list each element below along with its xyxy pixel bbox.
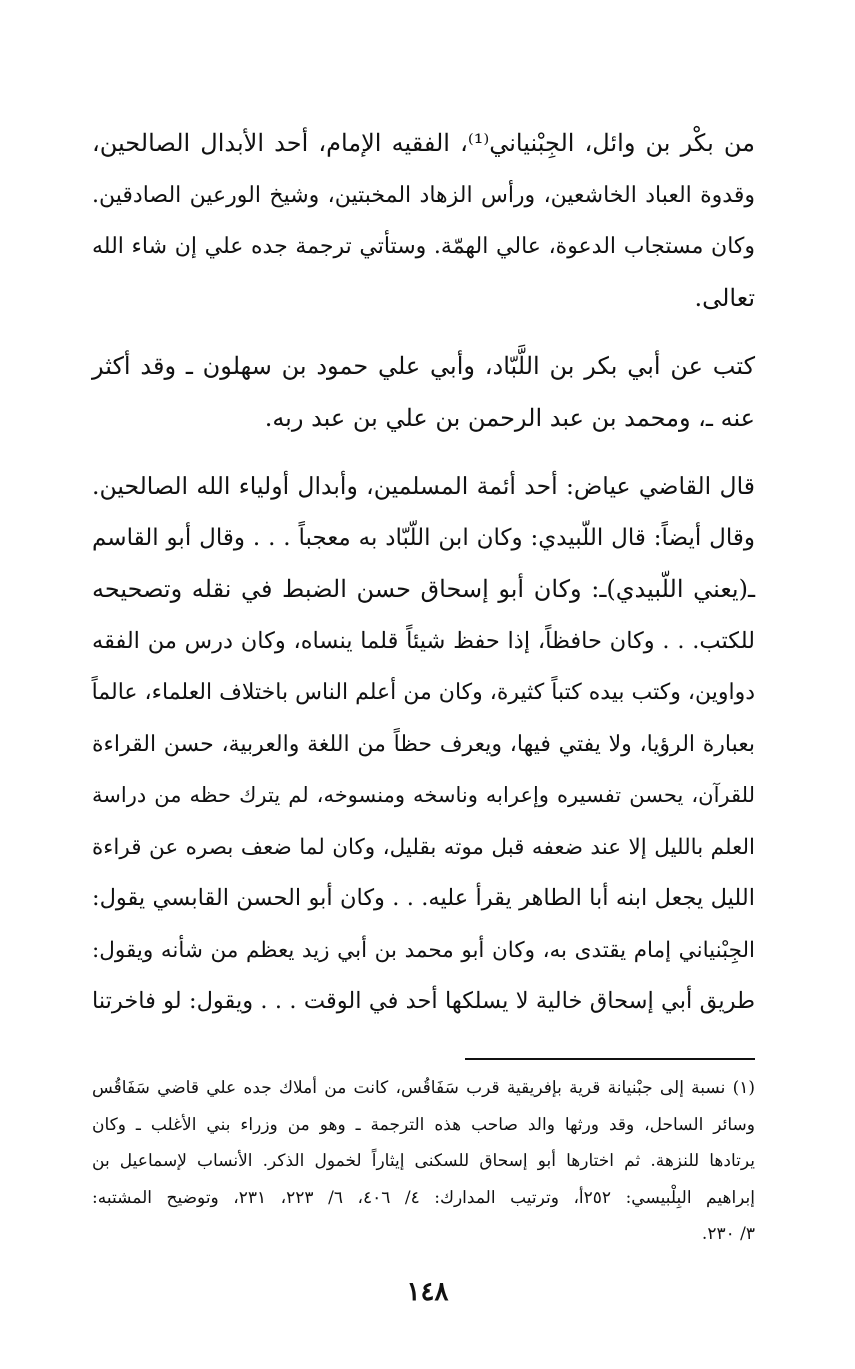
footnote-line: إبراهيم البِلْبيسي: ٢٥٢أ، وترتيب المدارك: ٤/ ٤٠٦، ٦/ ٢٢٣، ٢٣١، وتوضيح المشتبه:	[92, 1187, 756, 1208]
page-number: ١٤٨	[406, 1277, 449, 1307]
text-line: للكتب. . . وكان حافظاً، إذا حفظ شيئاً قلما ينساه، وكان درس من الفقه	[92, 627, 755, 654]
text-line: الليل يجعل ابنه أبا الطاهر يقرأ عليه. . . وكان أبو الحسن القابسي يقول:	[92, 885, 755, 911]
text-line: كتب عن أبي بكر بن اللَّبّاد، وأبي علي حمود بن سهلون ـ وقد أكثر	[92, 352, 755, 380]
footnote-line: ٣/ ٢٣٠.	[701, 1224, 755, 1244]
footnote-line: (١) نسبة إلى جبْنيانة قرية بإفريقية قرب سَفَاقُس، كانت من أملاك جده علي قاضي سَفَاقُس	[92, 1078, 755, 1098]
text-line: دواوين، وكتب بيده كتباً كثيرة، وكان من أعلم الناس باختلاف العلماء، عالماً	[91, 680, 755, 705]
text-line: للقرآن، يحسن تفسيره وإعرابه وناسخه ومنسوخه، لم يترك حظه من دراسة	[92, 783, 755, 807]
text-line: عنه ـ، ومحمد بن عبد الرحمن بن علي بن عبد ربه.	[264, 403, 755, 432]
text-line: وقال أيضاً: قال اللّبيدي: وكان ابن اللّبّاد به معجباً . . . وقال أبو القاسم	[92, 524, 755, 551]
text-line: تعالى.	[694, 283, 755, 312]
text-line: الجِبْنياني إمام يقتدى به، وكان أبو محمد بن أبي زيد يعظم من شأنه ويقول:	[92, 937, 755, 963]
footnote	[92, 1070, 755, 1253]
footnote-line: وسائر الساحل، وقد ورثها والد صاحب هذه الترجمة ـ وهو من وزراء بني الأغلب ـ وكان	[92, 1114, 755, 1135]
footnote-line: يرتادها للنزهة. ثم اختارها أبو إسحاق للسكنى إيثاراً لخمول الذكر. الأنساب لإسماعيل بن	[92, 1151, 755, 1171]
text-line: ـ(يعني اللّبيدي)ـ: وكان أبو إسحاق حسن الضبط في نقله وتصحيحه	[92, 575, 755, 603]
footnote-divider	[465, 1058, 755, 1060]
paragraph-1	[92, 118, 755, 324]
text-line: من بكْر بن وائل، الجِبْنياني⁽¹⁾، الفقيه الإمام، أحد الأبدال الصالحين،	[92, 129, 755, 157]
text-line: وكان مستجاب الدعوة، عالي الهمّة. وستأتي ترجمة جده علي إن شاء الله	[92, 234, 755, 259]
text-line: العلم بالليل إلا عند ضعفه قبل موته بقليل، وكان لما ضعف بصره عن قراءة	[92, 834, 755, 860]
text-line: طريق أبي إسحاق خالية لا يسلكها أحد في الوقت . . . ويقول: لو فاخرتنا	[92, 988, 755, 1014]
paragraph-2	[92, 341, 755, 444]
main-text	[92, 118, 755, 1028]
paragraph-3	[92, 461, 755, 1028]
text-line: بعبارة الرؤيا، ولا يفتي فيها، ويعرف حظاً من اللغة والعربية، حسن القراءة	[92, 731, 755, 757]
text-line: قال القاضي عياض: أحد أئمة المسلمين، وأبدال أولياء الله الصالحين.	[92, 472, 755, 500]
text-line: وقدوة العباد الخاشعين، ورأس الزهاد المخبتين، وشيخ الورعين الصادقين.	[92, 182, 755, 208]
